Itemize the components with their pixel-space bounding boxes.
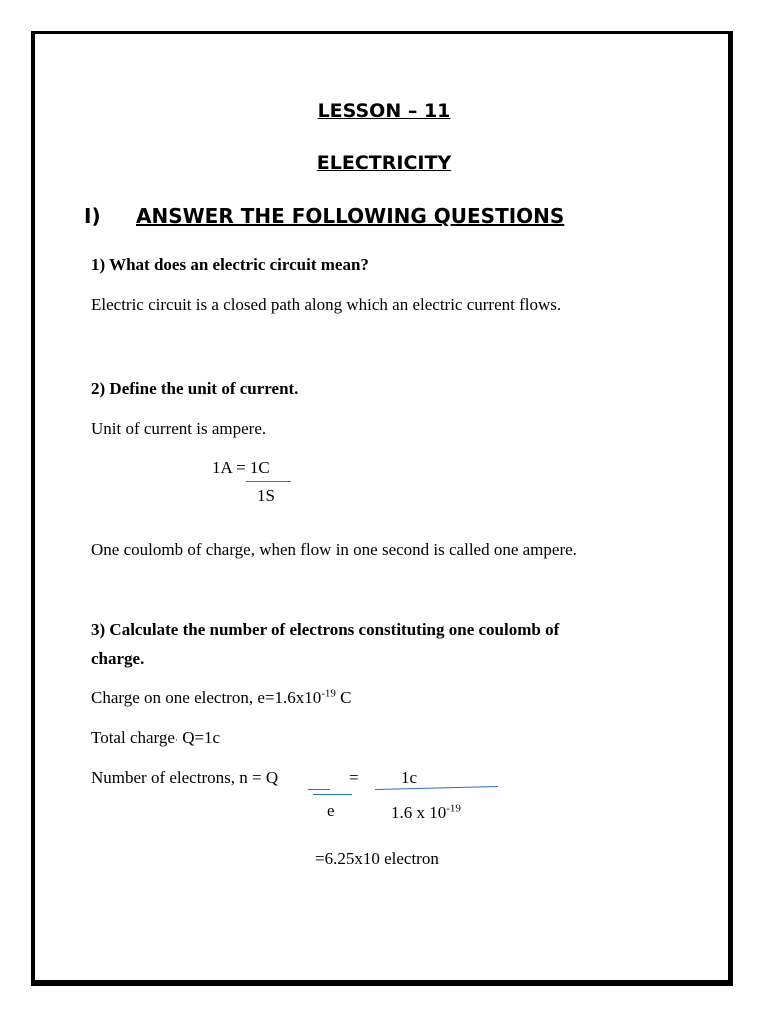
denominator-value-line bbox=[391, 803, 461, 823]
charge-text: Charge on one electron, e=1.6x10 bbox=[91, 688, 322, 707]
fraction-line bbox=[246, 481, 291, 482]
chapter-title: ELECTRICITY bbox=[316, 152, 452, 174]
total-value: Q=1c bbox=[177, 728, 221, 747]
total-dot: · bbox=[174, 735, 178, 745]
charge-unit: C bbox=[335, 688, 352, 707]
denominator-exponent: -19 bbox=[446, 802, 461, 815]
explanation-2: One coulomb of charge, when flow in one second is called one ampere. bbox=[91, 540, 577, 559]
denominator-e: e bbox=[327, 801, 335, 820]
electron-count-label: Number of electrons, n = Q bbox=[91, 768, 279, 787]
charge-line bbox=[91, 688, 351, 708]
lesson-title: LESSON – 11 bbox=[317, 100, 451, 122]
charge-exponent: -19 bbox=[321, 687, 336, 700]
section-title: ANSWER THE FOLLOWING QUESTIONS bbox=[136, 204, 565, 228]
annotation-line-q bbox=[313, 794, 352, 795]
question-3-line1: 3) Calculate the number of electrons constituting one coulomb of bbox=[91, 620, 560, 639]
question-1: 1) What does an electric circuit mean? bbox=[91, 255, 369, 274]
annotation-line-short bbox=[308, 789, 330, 790]
formula-ampere: 1A = 1C bbox=[212, 458, 270, 477]
equals-sign: = bbox=[349, 768, 359, 787]
total-label: Total charge bbox=[91, 728, 175, 747]
total-charge-line bbox=[91, 728, 220, 748]
answer-2: Unit of current is ampere. bbox=[91, 419, 267, 438]
numerator: 1c bbox=[401, 768, 418, 787]
denominator-value: 1.6 x 10 bbox=[391, 803, 447, 822]
page-border bbox=[31, 31, 733, 986]
answer-1: Electric circuit is a closed path along which an electric current flows. bbox=[91, 295, 562, 314]
question-3-line2: charge. bbox=[91, 649, 145, 668]
formula-denominator: 1S bbox=[257, 486, 275, 505]
question-2: 2) Define the unit of current. bbox=[91, 379, 299, 398]
section-numeral: I) bbox=[84, 204, 101, 228]
result-line: =6.25x10 electron bbox=[315, 849, 439, 868]
